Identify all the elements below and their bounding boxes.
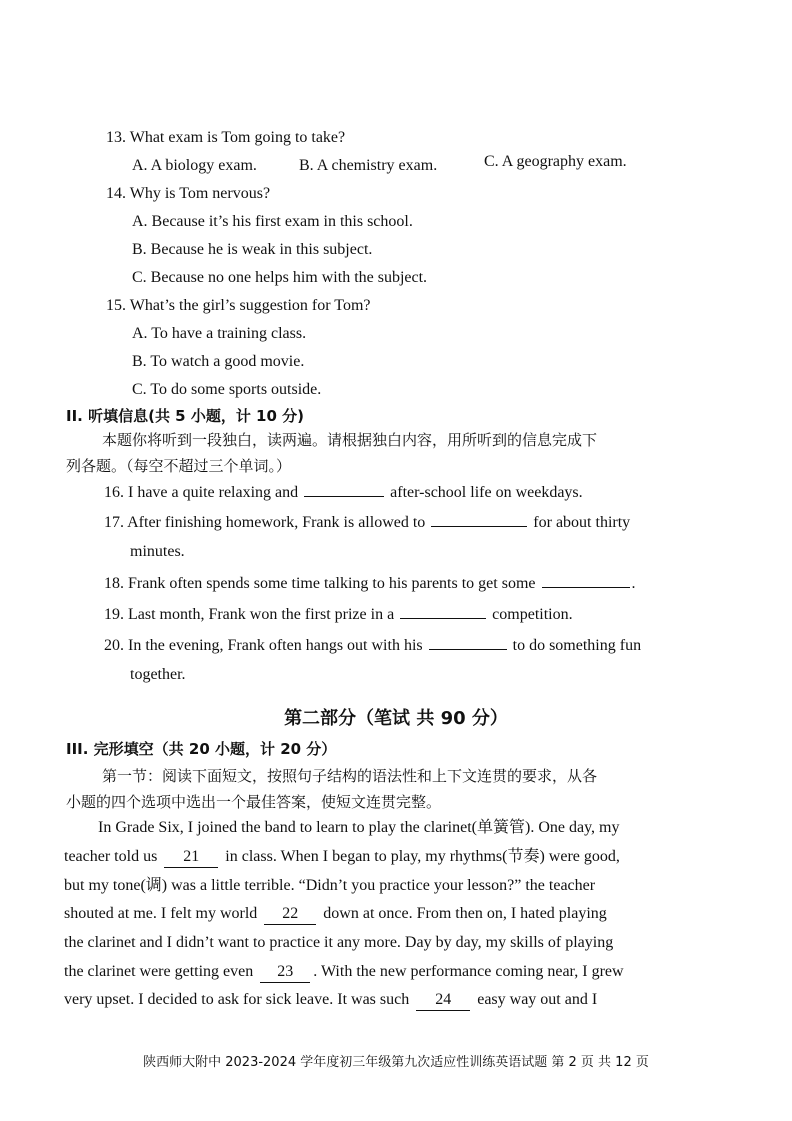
question-18 xyxy=(104,572,636,594)
passage-line-1: In Grade Six, I joined the band to learn to play the clarinet(单簧管). One day, my xyxy=(98,819,620,836)
question-14-stem: 14. Why is Tom nervous? xyxy=(106,185,271,202)
question-14-option-c: C. Because no one helps him with the subject. xyxy=(132,269,428,286)
question-14-option-a: A. Because it’s his first exam in this school. xyxy=(132,213,413,230)
page-footer: 陕西师大附中 2023-2024 学年度初三年级第九次适应性训练英语试题 第 2 页 共 12 页 xyxy=(143,1055,649,1070)
question-20 xyxy=(104,634,641,656)
question-19-text-a: 19. Last month, Frank won the first prize in a xyxy=(104,606,395,623)
answer-blank-20[interactable] xyxy=(429,634,507,650)
passage-line-2 xyxy=(64,847,620,868)
question-18-text-b: . xyxy=(631,575,636,592)
answer-blank-19[interactable] xyxy=(400,603,486,619)
question-13-option-c: C. A geography exam. xyxy=(484,153,627,170)
passage-line-2-text-a: teacher told us xyxy=(64,848,158,865)
question-18-text-a: 18. Frank often spends some time talking to his parents to get some xyxy=(104,575,536,592)
question-16 xyxy=(104,481,583,503)
question-15-stem: 15. What’s the girl’s suggestion for Tom? xyxy=(106,297,371,314)
passage-line-7-text-a: very upset. I decided to ask for sick leave. It was such xyxy=(64,991,410,1008)
blank-24[interactable]: 24 xyxy=(416,990,470,1011)
passage-line-3: but my tone(调) was a little terrible. “Didn’t you practice your lesson?” the teacher xyxy=(64,877,596,894)
blank-22[interactable]: 22 xyxy=(264,904,316,925)
blank-21[interactable]: 21 xyxy=(164,847,218,868)
question-20-text-b: to do something fun xyxy=(512,637,642,654)
question-17-text-b: for about thirty xyxy=(533,514,631,531)
section-3-intro-line-2: 小题的四个选项中选出一个最佳答案，使短文连贯完整。 xyxy=(66,793,442,811)
part-2-title: 第二部分（笔试 共 90 分） xyxy=(284,708,508,729)
section-3-heading: III. 完形填空（共 20 小题，计 20 分） xyxy=(66,740,337,758)
question-13-option-a: A. A biology exam. xyxy=(132,157,257,174)
passage-line-6 xyxy=(64,962,624,983)
answer-blank-16[interactable] xyxy=(304,481,384,497)
passage-line-2-text-b: in class. When I began to play, my rhythms(节奏) were good, xyxy=(225,848,620,865)
question-17 xyxy=(104,511,630,533)
question-13-stem: 13. What exam is Tom going to take? xyxy=(106,129,346,146)
question-20-text-a: 20. In the evening, Frank often hangs out with his xyxy=(104,637,423,654)
question-15-option-a: A. To have a training class. xyxy=(132,325,307,342)
question-20-continued: together. xyxy=(130,666,186,683)
answer-blank-17[interactable] xyxy=(431,511,527,527)
question-17-continued: minutes. xyxy=(130,543,185,560)
passage-line-7 xyxy=(64,990,597,1011)
passage-line-4 xyxy=(64,904,607,925)
question-19-text-b: competition. xyxy=(492,606,573,623)
answer-blank-18[interactable] xyxy=(542,572,630,588)
passage-line-4-text-b: down at once. From then on, I hated playing xyxy=(323,905,607,922)
passage-line-6-text-b: . With the new performance coming near, I grew xyxy=(313,963,624,980)
passage-line-6-text-a: the clarinet were getting even xyxy=(64,963,254,980)
question-13-option-b: B. A chemistry exam. xyxy=(299,157,438,174)
question-14-option-b: B. Because he is weak in this subject. xyxy=(132,241,373,258)
section-2-intro-line-2: 列各题。（每空不超过三个单词。） xyxy=(66,457,292,475)
passage-line-5: the clarinet and I didn’t want to practice it any more. Day by day, my skills of playing xyxy=(64,934,614,951)
passage-line-7-text-b: easy way out and I xyxy=(477,991,598,1008)
blank-23[interactable]: 23 xyxy=(260,962,310,983)
question-15-option-b: B. To watch a good movie. xyxy=(132,353,305,370)
passage-line-4-text-a: shouted at me. I felt my world xyxy=(64,905,258,922)
section-2-heading: II. 听填信息(共 5 小题，计 10 分) xyxy=(66,407,304,425)
question-15-option-c: C. To do some sports outside. xyxy=(132,381,322,398)
section-2-intro-line-1: 本题你将听到一段独白，读两遍。请根据独白内容，用所听到的信息完成下 xyxy=(102,431,598,449)
section-3-intro-line-1: 第一节：阅读下面短文，按照句子结构的语法性和上下文连贯的要求，从各 xyxy=(102,767,598,785)
question-16-text-b: after-school life on weekdays. xyxy=(390,484,583,501)
question-16-text-a: 16. I have a quite relaxing and xyxy=(104,484,299,501)
question-19 xyxy=(104,603,573,625)
question-17-text-a: 17. After finishing homework, Frank is allowed to xyxy=(104,514,426,531)
